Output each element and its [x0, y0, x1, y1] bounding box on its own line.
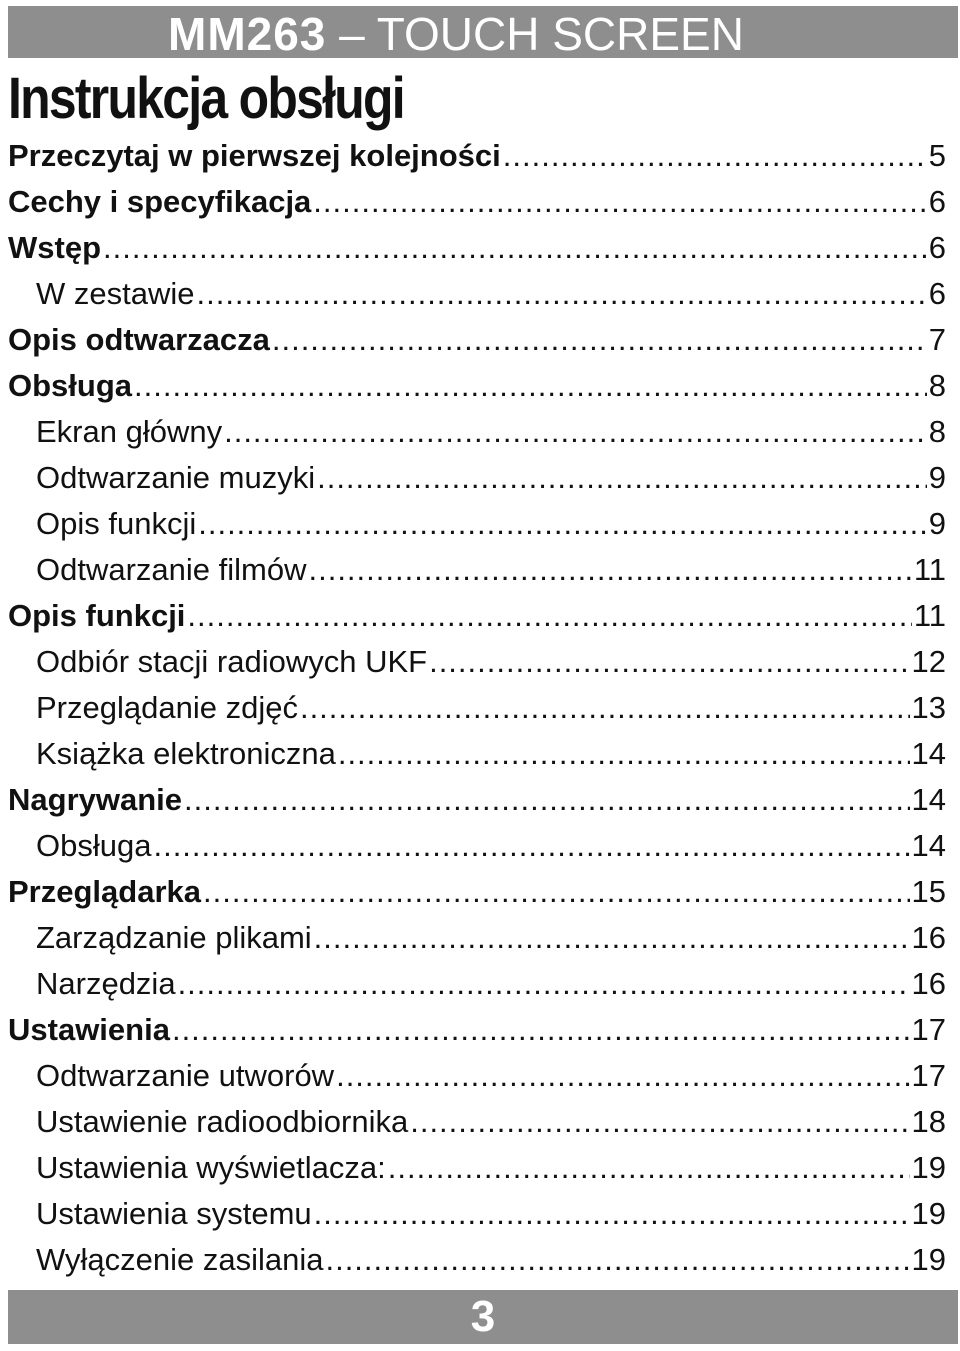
toc-entry[interactable] [8, 1145, 946, 1191]
toc-entry-label: Wstęp [8, 230, 101, 265]
toc-entry-page: 16 [911, 966, 946, 1001]
toc-entry-label: Książka elektroniczna [36, 736, 336, 771]
toc-entry[interactable] [8, 1191, 946, 1237]
toc-entry[interactable] [8, 225, 946, 271]
toc-entry-page: 15 [911, 874, 946, 909]
toc-dot-leader [103, 225, 927, 271]
toc-dot-leader [272, 317, 927, 363]
toc-entry-label: Opis funkcji [36, 506, 197, 541]
toc-dot-leader [187, 593, 911, 639]
page-title: Instrukcja obsługi [8, 66, 404, 131]
toc-entry-label: Przeczytaj w pierwszej kolejności [8, 138, 501, 173]
toc-entry[interactable] [8, 455, 946, 501]
toc-entry[interactable] [8, 731, 946, 777]
toc-entry[interactable] [8, 915, 946, 961]
toc-entry[interactable] [8, 1007, 946, 1053]
toc-entry-label: Ekran główny [36, 414, 223, 449]
toc-entry-label: Odtwarzanie filmów [36, 552, 307, 587]
toc-entry-label: Cechy i specyfikacja [8, 184, 312, 219]
toc-dot-leader [178, 961, 910, 1007]
header-dash: – [339, 8, 365, 60]
toc-entry-label: Odbiór stacji radiowych UKF [36, 644, 428, 679]
toc-dot-leader [429, 639, 909, 685]
toc-entry-page: 9 [928, 460, 946, 495]
toc-dot-leader [336, 1053, 909, 1099]
toc-entry-label: Ustawienia [8, 1012, 170, 1047]
toc-dot-leader [153, 823, 909, 869]
toc-entry-page: 13 [911, 690, 946, 725]
toc-entry-page: 14 [911, 828, 946, 863]
toc-entry-page: 9 [928, 506, 946, 541]
toc-dot-leader [198, 501, 927, 547]
toc-dot-leader [410, 1099, 909, 1145]
toc-entry-page: 6 [928, 230, 946, 265]
toc-dot-leader [338, 731, 910, 777]
toc-dot-leader [308, 547, 911, 593]
toc-entry-label: Zarządzanie plikami [36, 920, 312, 955]
toc-dot-leader [314, 915, 910, 961]
toc-entry[interactable] [8, 1053, 946, 1099]
toc-entry-page: 11 [913, 598, 946, 633]
toc-dot-leader [325, 1237, 909, 1283]
toc-entry-page: 8 [928, 414, 946, 449]
toc-entry-label: Opis odtwarzacza [8, 322, 270, 357]
toc-entry-page: 5 [928, 138, 946, 173]
toc-entry-page: 6 [928, 276, 946, 311]
toc-entry[interactable] [8, 363, 946, 409]
toc-entry-label: Opis funkcji [8, 598, 186, 633]
toc-entry-label: Odtwarzanie muzyki [36, 460, 316, 495]
toc-entry-label: Ustawienia wyświetlacza: [36, 1150, 386, 1185]
toc-entry-page: 14 [911, 736, 946, 771]
toc-dot-leader [224, 409, 927, 455]
toc-entry[interactable] [8, 1099, 946, 1145]
toc-entry-label: Obsługa [8, 368, 133, 403]
toc-dot-leader [388, 1145, 910, 1191]
header-bar [8, 6, 958, 58]
model-name: MM263 [168, 8, 327, 60]
toc-entry-page: 16 [911, 920, 946, 955]
toc-dot-leader [300, 685, 910, 731]
toc-entry-label: W zestawie [36, 276, 195, 311]
toc-entry[interactable] [8, 409, 946, 455]
toc-entry-page: 17 [911, 1058, 946, 1093]
toc-entry[interactable] [8, 823, 946, 869]
toc-entry[interactable] [8, 133, 946, 179]
toc-entry[interactable] [8, 547, 946, 593]
toc-entry-label: Ustawienie radioodbiornika [36, 1104, 409, 1139]
toc-entry[interactable] [8, 317, 946, 363]
toc-entry-page: 17 [911, 1012, 946, 1047]
toc-entry[interactable] [8, 869, 946, 915]
toc-entry-page: 6 [928, 184, 946, 219]
toc-entry-page: 12 [911, 644, 946, 679]
toc-entry[interactable] [8, 961, 946, 1007]
table-of-contents [8, 133, 946, 1283]
footer-bar [8, 1290, 958, 1344]
toc-entry-page: 18 [911, 1104, 946, 1139]
toc-entry-page: 19 [911, 1150, 946, 1185]
page-number: 3 [470, 1292, 496, 1341]
toc-entry-page: 19 [911, 1196, 946, 1231]
toc-entry-label: Wyłączenie zasilania [36, 1242, 324, 1277]
toc-entry[interactable] [8, 179, 946, 225]
toc-entry[interactable] [8, 271, 946, 317]
toc-entry[interactable] [8, 1237, 946, 1283]
toc-dot-leader [503, 133, 927, 179]
toc-entry-label: Odtwarzanie utworów [36, 1058, 335, 1093]
toc-dot-leader [134, 363, 927, 409]
toc-entry-label: Ustawienia systemu [36, 1196, 312, 1231]
toc-entry[interactable] [8, 639, 946, 685]
toc-dot-leader [172, 1007, 910, 1053]
toc-entry-label: Obsługa [36, 828, 152, 863]
toc-entry-label: Przeglądarka [8, 874, 201, 909]
toc-entry-page: 14 [911, 782, 946, 817]
toc-dot-leader [203, 869, 910, 915]
toc-entry-label: Narzędzia [36, 966, 176, 1001]
toc-dot-leader [317, 455, 927, 501]
toc-entry[interactable] [8, 777, 946, 823]
toc-entry-page: 8 [928, 368, 946, 403]
toc-entry-page: 7 [928, 322, 946, 357]
toc-entry-label: Nagrywanie [8, 782, 183, 817]
toc-entry-label: Przeglądanie zdjęć [36, 690, 298, 725]
toc-entry-page: 11 [913, 552, 946, 587]
toc-dot-leader [196, 271, 926, 317]
header-subtitle: TOUCH SCREEN [376, 8, 744, 60]
toc-dot-leader [184, 777, 910, 823]
header-title [168, 8, 744, 60]
toc-dot-leader [313, 179, 926, 225]
toc-dot-leader [314, 1191, 910, 1237]
toc-entry[interactable] [8, 501, 946, 547]
toc-entry[interactable] [8, 685, 946, 731]
toc-entry-page: 19 [911, 1242, 946, 1277]
toc-entry[interactable] [8, 593, 946, 639]
